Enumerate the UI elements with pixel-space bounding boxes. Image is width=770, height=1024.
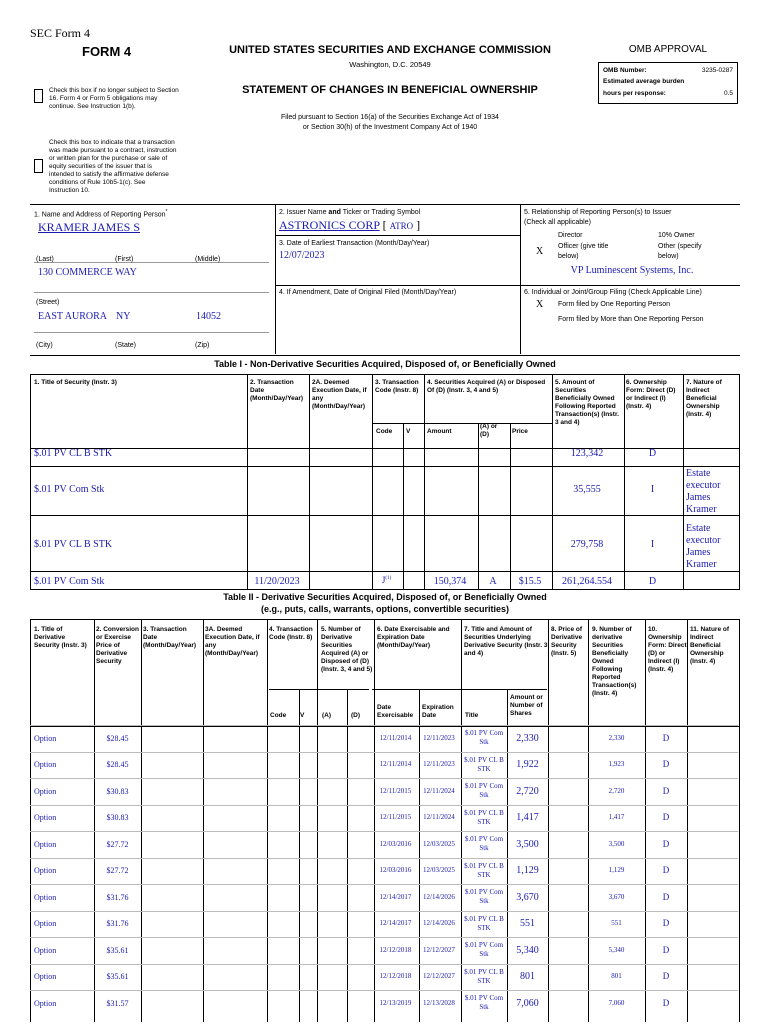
t1-row2-title: $.01 PV Com Stk [34, 484, 105, 495]
t1-row4-code: $J^{(1)}$ [381, 575, 392, 585]
last-label: (Last) [36, 256, 54, 263]
director-option: Director [558, 232, 583, 239]
t2-row-owned: 2,720 [608, 786, 625, 795]
t2-row-exp: 12/11/2024 [423, 786, 455, 795]
t2-code-header: Code [270, 712, 287, 719]
issuer-line: ASTRONICS CORP [ ATRO ] [279, 218, 421, 232]
t2-row-price: $31.76 [106, 919, 129, 929]
t2-row-shares: 3,500 [516, 838, 539, 850]
t2-row-form: D [662, 997, 670, 1008]
t2-row-ex: 12/12/2018 [379, 972, 412, 981]
t1-row4-form: D [648, 576, 657, 587]
table2-title-1: Table II - Derivative Securities Acquired, Disposed of, or Beneficially Owned [223, 592, 547, 602]
t2-row-exp: 12/03/2025 [423, 839, 455, 848]
t2-row-price: $30.83 [106, 786, 129, 796]
t2-col1-header: 1. Title of Derivative Security (Instr. 3) [34, 626, 87, 649]
t2-row-shares: 1,922 [516, 759, 539, 771]
box1-label: 1. Name and Address of Reporting Person* [34, 209, 168, 219]
ticker-symbol: ATRO [389, 221, 414, 231]
t2-row-title: Option [34, 866, 57, 876]
middle-label: (Middle) [195, 256, 221, 263]
t1-row3-title: $.01 PV CL B STK [34, 539, 113, 550]
t2-amt-header: Amount or Number of Shares [510, 694, 543, 717]
omb-hours: 0.5 [723, 90, 733, 97]
t1-row4-ad: A [489, 576, 497, 587]
t2-row-title: Option [34, 998, 57, 1008]
t2-col2-header: 2. Conversion or Exercise Price of Derivative Security [96, 626, 139, 665]
t2-row-form: D [662, 971, 670, 982]
t2-row-ex: 12/03/2016 [379, 866, 412, 875]
t2-row-title: Option [34, 945, 57, 955]
filed-line-1: Filed pursuant to Section 16(a) of the Securities Exchange Act of 1934 [281, 114, 499, 121]
box5-label-1: 5. Relationship of Reporting Person(s) to Issuer [524, 209, 672, 216]
t2-d-header: (D) [351, 712, 361, 719]
checkbox-2-text: Check this box to indicate that a transaction was made pursuant to a contract, instruction or written plan for the purchase or sale of equity securities of the issuer that is intended to satisfy the affirmative defense conditions of Rule 10b5-1(c). See Instruction 10. [49, 139, 177, 194]
t1-code-header: Code [376, 428, 393, 435]
box2-label: 2. Issuer Name and Ticker or Trading Symbol [279, 209, 421, 216]
t2-row-ex: 12/14/2017 [379, 919, 412, 928]
t1-row4-price: $15.5 [518, 576, 542, 587]
t1-row4-owned: 261,264.554 [562, 576, 612, 587]
t2-a-header: (A) [322, 712, 332, 719]
other-option-2: below) [658, 253, 679, 260]
one-person-option: Form filed by One Reporting Person [558, 301, 671, 308]
t2-row-owned: 551 [611, 919, 622, 928]
t2-row-title: Option [34, 760, 57, 770]
t2-row-price: $28.45 [106, 733, 129, 743]
checkbox-1-text: Check this box if no longer subject to Section 16. Form 4 or Form 5 obligations may continue. See Instruction 1(b). [49, 87, 179, 110]
t2-row-title: Option [34, 919, 57, 929]
t2-row-ex: 12/11/2015 [379, 813, 412, 822]
t1-row4-date: 11/20/2023 [254, 576, 300, 587]
t2-row-ex: 12/11/2015 [379, 786, 412, 795]
t1-row2-form: I [650, 484, 655, 495]
t2-row-exp: 12/11/2023 [423, 760, 455, 769]
t2-col3-header: 3. Transaction Date (Month/Day/Year) [143, 626, 197, 649]
first-label: (First) [115, 256, 134, 263]
t2-row-shares: 7,060 [516, 997, 539, 1009]
officer-title: VP Luminescent Systems, Inc. [570, 265, 694, 276]
t2-row-shares: 2,720 [516, 785, 539, 797]
t2-row-form: D [662, 918, 670, 929]
one-person-check-mark: X [536, 299, 544, 310]
officer-option-2: below) [558, 253, 579, 260]
t2-row-under: $.01 PV CL B STK [464, 967, 504, 985]
t1-col6-header: 6. Ownership Form: Direct (D) or Indirect (I) (Instr. 4) [626, 379, 676, 410]
t2-row-shares: 2,330 [516, 732, 539, 744]
t2-row-exp: 12/03/2025 [423, 866, 455, 875]
city-label: (City) [36, 342, 53, 349]
t2-row-form: D [662, 891, 670, 902]
t2-row-price: $35.61 [106, 972, 129, 982]
street-label: (Street) [36, 299, 60, 306]
officer-option: Officer (give title [558, 243, 609, 250]
t2-row-price: $31.76 [106, 892, 129, 902]
t2-row-under: $.01 PV CL B STK [464, 755, 504, 773]
t1-price-header: Price [512, 428, 528, 435]
earliest-transaction-date: 12/07/2023 [279, 250, 325, 261]
t1-row4-title: $.01 PV Com Stk [34, 576, 105, 587]
t2-row-title: Option [34, 733, 57, 743]
t1-row3-owned: 279,758 [570, 539, 604, 550]
t2-row-ex: 12/11/2014 [379, 733, 412, 742]
t2-row-shares: 3,670 [516, 891, 539, 903]
t2-row-under: $.01 PV Com Stk [464, 835, 504, 853]
t2-row-shares: 801 [520, 971, 535, 983]
omb-hours-label: hours per response: [603, 90, 666, 97]
t1-v-header: V [406, 428, 411, 435]
t2-exp-header: Expiration Date [422, 704, 454, 719]
t2-col3a-header: 3A. Deemed Execution Date, if any (Month/Day/Year) [205, 626, 260, 657]
rule-10b5-checkbox[interactable] [34, 159, 43, 173]
t2-row-price: $30.83 [106, 813, 129, 823]
zip-value: 14052 [196, 311, 221, 322]
omb-title: OMB APPROVAL [628, 44, 708, 55]
t1-col7-header: 7. Nature of Indirect Beneficial Ownership (Instr. 4) [686, 379, 722, 418]
t2-row-form: D [662, 759, 670, 770]
t2-row-owned: 2,330 [608, 733, 625, 742]
t2-row-form: D [662, 812, 670, 823]
statement-title: STATEMENT OF CHANGES IN BENEFICIAL OWNERSHIP [242, 84, 538, 96]
t2-row-title: Option [34, 786, 57, 796]
reporting-person-name-link[interactable]: KRAMER JAMES S [38, 220, 141, 234]
table2-title-2: (e.g., puts, calls, warrants, options, convertible securities) [260, 604, 510, 614]
t2-row-under: $.01 PV Com Stk [464, 888, 504, 906]
officer-check-mark: X [536, 246, 544, 257]
t1-row2-owned: 35,555 [573, 484, 601, 495]
t2-row-ex: 12/14/2017 [379, 892, 412, 901]
omb-number-label: OMB Number: [603, 67, 647, 74]
no-longer-subject-checkbox[interactable] [34, 89, 43, 103]
zip-label: (Zip) [195, 342, 210, 349]
t1-col3-header: 3. Transaction Code (Instr. 8) [375, 379, 419, 394]
ten-percent-owner-option: 10% Owner [658, 232, 695, 239]
t2-row-price: $31.57 [106, 998, 129, 1008]
t2-row-title: Option [34, 813, 57, 823]
multiple-person-option: Form filed by More than One Reporting Person [558, 316, 704, 323]
t1-row1-owned: 123,342 [570, 448, 604, 459]
state-label: (State) [115, 342, 137, 349]
t2-col8-header: 8. Price of Derivative Security (Instr. 5) [551, 626, 583, 657]
t2-row-price: $27.72 [106, 866, 129, 876]
table1-title: Table I - Non-Derivative Securities Acquired, Disposed of, or Beneficially Owned [214, 359, 556, 369]
t2-row-owned: 3,670 [608, 892, 625, 901]
t2-date-ex-header: Date Exercisable [377, 704, 414, 719]
t2-row-under: $.01 PV Com Stk [464, 782, 504, 800]
t2-row-owned: 5,340 [608, 945, 625, 954]
filed-line-2: or Section 30(h) of the Investment Company Act of 1940 [302, 124, 478, 131]
t1-row1-title: $.01 PV CL B STK [34, 448, 113, 459]
issuer-name-link[interactable]: ASTRONICS CORP [279, 218, 380, 232]
t2-row-ex: 12/03/2016 [379, 839, 412, 848]
t2-row-under: $.01 PV Com Stk [464, 994, 504, 1012]
t2-row-ex: 12/11/2014 [379, 760, 412, 769]
t2-row-owned: 1,417 [608, 813, 625, 822]
box6-label: 6. Individual or Joint/Group Filing (Check Applicable Line) [524, 289, 702, 296]
other-option: Other (specify [658, 243, 702, 250]
t2-v-header: V [300, 712, 305, 719]
t2-row-shares: 551 [520, 918, 535, 930]
form-label: FORM 4 [82, 44, 132, 59]
t1-amount-header: Amount [427, 428, 452, 435]
t1-col4-header: 4. Securities Acquired (A) or Disposed Of (D) (Instr. 3, 4 and 5) [427, 379, 546, 394]
t1-row1-form: D [648, 448, 657, 459]
t2-row-exp: 12/14/2026 [423, 919, 455, 928]
t2-row-exp: 12/12/2027 [423, 945, 455, 954]
omb-number: 3235-0287 [701, 67, 733, 74]
t2-row-form: D [662, 732, 670, 743]
t2-row-price: $28.45 [106, 760, 129, 770]
omb-box [598, 62, 738, 104]
t2-row-under: $.01 PV Com Stk [464, 941, 504, 959]
t2-row-under: $.01 PV CL B STK [464, 808, 504, 826]
t2-col5-header: 5. Number of Derivative Securities Acquired (A) or Disposed of (D) (Instr. 3, 4 and 5) [321, 626, 373, 673]
t1-row3-nature: Estate executor James Kramer [686, 523, 721, 570]
t2-title-header: Title [465, 712, 479, 719]
t1-aord-header: (A) or (D) [480, 423, 498, 438]
t2-row-under: $.01 PV Com Stk [464, 729, 504, 747]
t2-row-exp: 12/14/2026 [423, 892, 455, 901]
t2-col4-header: 4. Transaction Code (Instr. 8) [269, 626, 313, 641]
agency: UNITED STATES SECURITIES AND EXCHANGE COMMISSION [229, 44, 551, 56]
t2-col10-header: 10. Ownership Form: Direct (D) or Indirect (I) (Instr. 4) [648, 626, 687, 673]
t2-row-price: $35.61 [106, 945, 129, 955]
t1-row3-form: I [650, 539, 655, 550]
t2-row-owned: 3,500 [608, 839, 625, 848]
t1-col1-header: 1. Title of Security (Instr. 3) [34, 379, 117, 386]
t2-row-exp: 12/12/2027 [423, 972, 455, 981]
t2-row-form: D [662, 865, 670, 876]
t2-row-exp: 12/11/2023 [423, 733, 455, 742]
t1-row4-amount: 150,374 [433, 576, 467, 587]
t2-row-title: Option [34, 839, 57, 849]
box4-label: 4. If Amendment, Date of Original Filed (Month/Day/Year) [279, 289, 457, 296]
t2-row-form: D [662, 944, 670, 955]
t2-row-ex: 12/12/2018 [379, 945, 412, 954]
t2-row-owned: 801 [611, 972, 622, 981]
t2-row-exp: 12/11/2024 [423, 813, 455, 822]
t2-col9-header: 9. Number of derivative Securities Beneficially Owned Following Reported Transaction(s) (Instr. 4) [592, 626, 637, 697]
t2-row-owned: 7,060 [608, 998, 625, 1007]
t1-col5-header: 5. Amount of Securities Beneficially Owned Following Reported Transaction(s) (Instr. 3 and 4) [555, 379, 619, 426]
street-address: 130 COMMERCE WAY [38, 267, 137, 278]
box5-label-2: (Check all applicable) [524, 219, 591, 226]
t2-row-shares: 1,417 [516, 812, 539, 824]
t2-row-title: Option [34, 892, 57, 902]
t2-row-under: $.01 PV CL B STK [464, 861, 504, 879]
omb-burden-label: Estimated average burden [603, 78, 685, 85]
t1-col2-header: 2. Transaction Date (Month/Day/Year) [250, 379, 304, 402]
t2-row-shares: 1,129 [516, 865, 539, 877]
t2-row-ex: 12/13/2019 [379, 998, 412, 1007]
t2-row-owned: 1,129 [608, 866, 625, 875]
t1-col2a-header: 2A. Deemed Execution Date, if any (Month/Day/Year) [312, 379, 367, 410]
t2-row-title: Option [34, 972, 57, 982]
state-value: NY [116, 311, 131, 322]
doc-title: SEC Form 4 [30, 26, 91, 40]
box3-label: 3. Date of Earliest Transaction (Month/Day/Year) [279, 240, 430, 247]
location: Washington, D.C. 20549 [349, 60, 431, 69]
t1-row2-nature: Estate executor James Kramer [686, 468, 721, 515]
t2-col11-header: 11. Nature of Indirect Beneficial Ownership (Instr. 4) [690, 626, 730, 665]
t2-row-owned: 1,923 [608, 760, 625, 769]
t2-row-form: D [662, 838, 670, 849]
t2-row-under: $.01 PV CL B STK [464, 914, 504, 932]
t2-row-exp: 12/13/2028 [423, 998, 455, 1007]
city-value: EAST AURORA [38, 311, 107, 322]
t2-col7-header: 7. Title and Amount of Securities Underlying Derivative Security (Instr. 3 and 4) [464, 626, 548, 657]
t2-row-price: $27.72 [106, 839, 129, 849]
t2-row-shares: 5,340 [516, 944, 539, 956]
t2-col6-header: 6. Date Exercisable and Expiration Date (Month/Day/Year) [377, 626, 450, 649]
t2-row-form: D [662, 785, 670, 796]
